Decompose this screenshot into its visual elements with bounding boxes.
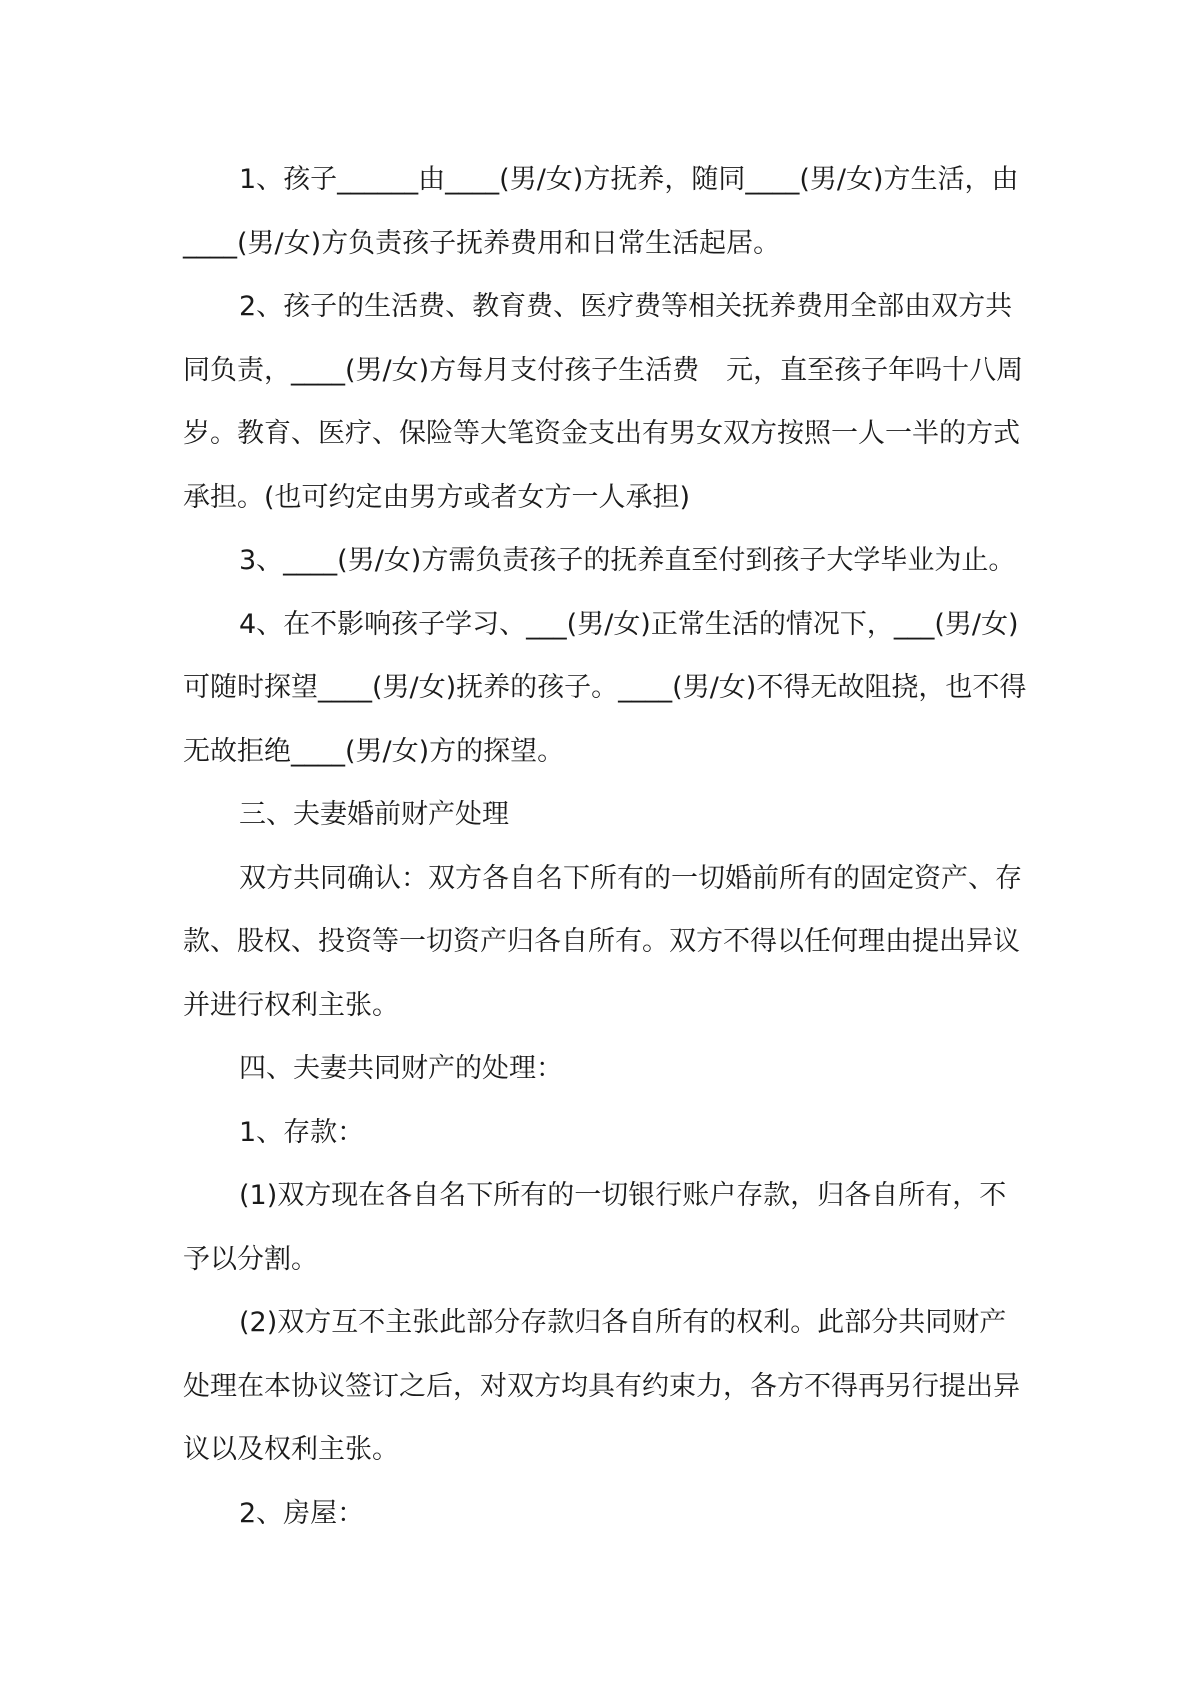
- subheading-housing: 2、房屋：: [239, 1497, 365, 1529]
- paragraph-child-custody-1: 1、孩子______由____(男/女)方抚养，随同____(男/女)方生活，由____(男/女)方负责孩子抚养费用和日常生活起居。: [183, 164, 1019, 259]
- paragraph-child-custody-4: 4、在不影响孩子学习、___(男/女)正常生活的情况下，___(男/女)可随时探望____(男/女)抚养的孩子。____(男/女)不得无故阻挠，也不得无故拒绝____(男/女)方的探望。: [183, 608, 1027, 767]
- paragraph-premarital-property: 双方共同确认：双方各自名下所有的一切婚前所有的固定资产、存款、股权、投资等一切资产归各自所有。双方不得以任何理由提出异议并进行权利主张。: [183, 862, 1022, 1021]
- section-heading-premarital-property: 三、夫妻婚前财产处理: [239, 799, 509, 830]
- paragraph-child-custody-2: 2、孩子的生活费、教育费、医疗费等相关抚养费用全部由双方共同负责，____(男/女)方每月支付孩子生活费 元，直至孩子年吗十八周岁。教育、医疗、保险等大笔资金支出有男女双方按照一人一半的方式承担。(也可约定由男方或者女方一人承担): [183, 291, 1024, 513]
- subheading-deposits: 1、存款：: [239, 1116, 365, 1148]
- document-body: [183, 148, 1028, 1545]
- paragraph-child-custody-3: 3、____(男/女)方需负责孩子的抚养直至付到孩子大学毕业为止。: [239, 545, 1016, 576]
- paragraph-deposits-2: (2)双方互不主张此部分存款归各自所有的权利。此部分共同财产处理在本协议签订之后，对双方均具有约束力，各方不得再另行提出异议以及权利主张。: [183, 1307, 1020, 1465]
- section-heading-joint-property: 四、夫妻共同财产的处理：: [239, 1053, 563, 1084]
- paragraph-deposits-1: (1)双方现在各自名下所有的一切银行账户存款，归各自所有，不予以分割。: [183, 1180, 1007, 1275]
